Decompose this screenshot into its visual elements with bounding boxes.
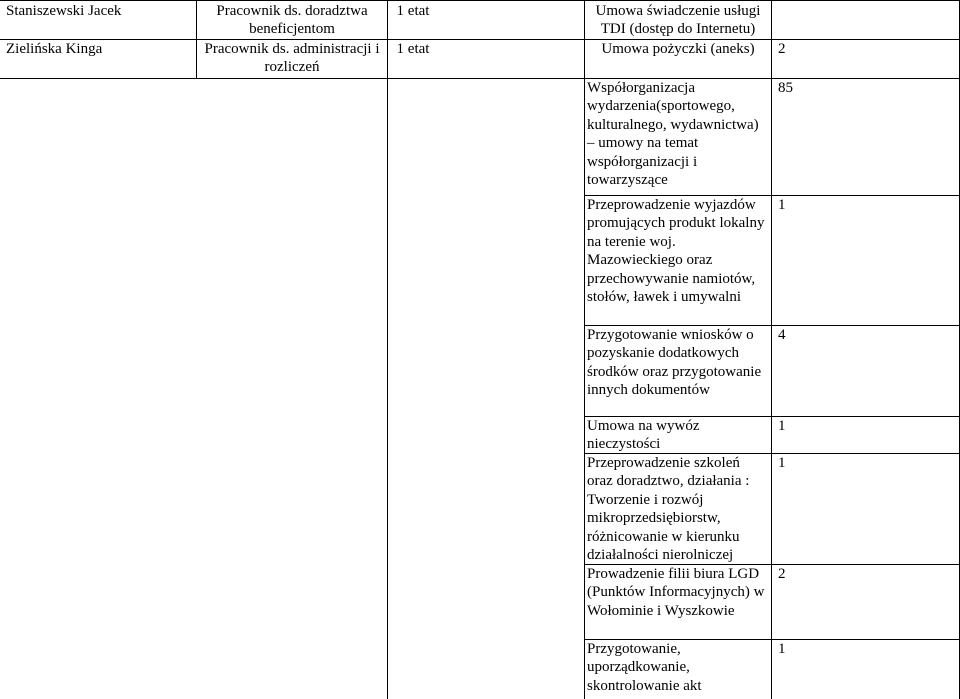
row-name-cell: Zielińska Kinga [6,41,103,57]
item-desc-cell: Przygotowanie, uporządkowanie, skontrolowanie akt [587,641,702,694]
item-desc-cell: Przeprowadzenie wyjazdów promujących produkt lokalny na terenie woj. Mazowieckiego oraz przechowywanie namiotów, stołów, ławek i umywalni [587,197,765,306]
row-contract-cell: Umowa pożyczki (aneks) [601,41,755,57]
row-contract-cell: Umowa świadczenie usługi TDI (dostęp do Internetu) [595,3,761,38]
item-desc-cell: Przygotowanie wniosków o pozyskanie dodatkowych środków oraz przygotowanie innych dokumentów [587,327,762,399]
row-position-cell: Pracownik ds. administracji i rozliczeń [204,41,380,76]
row-name-cell: Staniszewski Jacek [6,3,122,19]
item-desc-cell: Prowadzenie filii biura LGD (Punktów Informacyjnych) w Wołominie i Wyszkowie [587,566,765,619]
row-position-cell: Pracownik ds. doradztwa beneficjentom [216,3,368,38]
grid-line [771,0,772,699]
item-desc-cell: Współorganizacja wydarzenia(sportowego, kulturalnego, wydawnictwa) – umowy na temat współorganizacji i towarzyszące [587,80,759,189]
item-count-cell: 1 [778,418,786,434]
item-count-cell: 85 [778,80,793,96]
grid-line [0,78,960,79]
item-count-cell: 1 [778,641,786,657]
row-etat-cell: 1 etat [396,41,430,57]
item-count-cell: 1 [778,455,786,471]
item-count-cell: 1 [778,197,786,213]
item-desc-cell: Umowa na wywóz nieczystości [587,418,700,453]
grid-line [387,0,388,699]
item-count-cell: 4 [778,327,786,343]
grid-line [584,0,585,699]
item-count-cell: 2 [778,566,786,582]
row-count-cell: 2 [778,41,786,57]
grid-line [0,0,960,1]
row-etat-cell: 1 etat [396,3,430,19]
item-desc-cell: Przeprowadzenie szkoleń oraz doradztwo, działania : Tworzenie i rozwój mikroprzedsiębiorstw, różnicowanie w kierunku działalności nierolniczej [587,455,750,564]
